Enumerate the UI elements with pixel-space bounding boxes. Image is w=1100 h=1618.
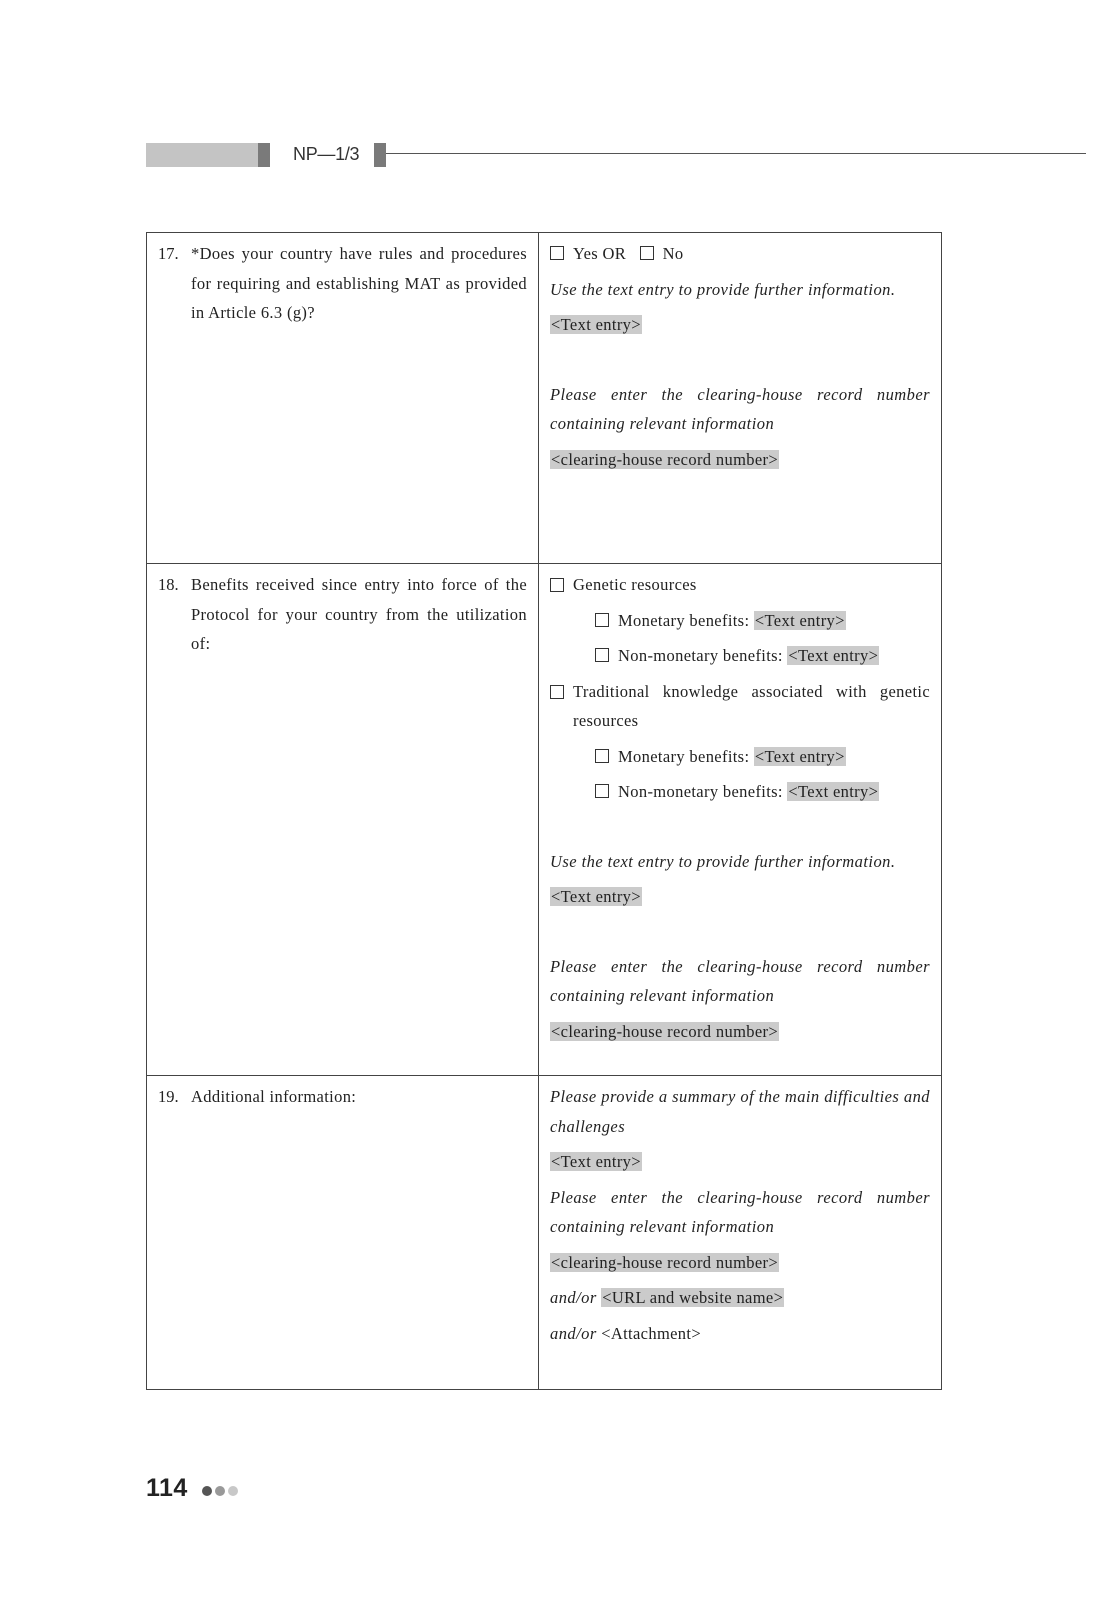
question-cell-18 (147, 564, 539, 1076)
dot-dark-icon (202, 1486, 212, 1496)
table-row-18 (147, 564, 942, 1076)
dot-medium-icon (215, 1486, 225, 1496)
yes-checkbox[interactable] (550, 246, 564, 260)
url-field[interactable]: <URL and website name> (602, 1288, 784, 1307)
table-row-17 (147, 233, 942, 564)
further-info-note: Use the text entry to provide further information. (550, 851, 896, 871)
yes-label: Yes OR (573, 244, 627, 263)
genetic-monetary-checkbox[interactable] (595, 613, 609, 627)
answer-cell-18 (539, 564, 942, 1076)
genetic-resources-checkbox[interactable] (550, 578, 564, 592)
table-row-19 (147, 1076, 942, 1390)
text-entry-field[interactable]: <Text entry> (551, 1152, 641, 1171)
genetic-nonmonetary-checkbox[interactable] (595, 648, 609, 662)
genetic-nonmonetary-entry[interactable]: <Text entry> (788, 646, 879, 665)
record-number-field[interactable]: <clearing-house record number> (551, 449, 779, 469)
question-number: 19. (158, 1087, 179, 1106)
traditional-knowledge-checkbox[interactable] (550, 685, 564, 699)
header-gray-bar (146, 143, 258, 167)
question-number: 18. (158, 575, 179, 594)
record-number-prompt: Please enter the clearing-house record number containing relevant information (550, 384, 930, 433)
and-or-label: and/or (550, 1288, 597, 1307)
question-text: Additional information: (191, 1087, 357, 1106)
genetic-monetary-label: Monetary benefits: (618, 610, 750, 630)
page-number: 114 (146, 1474, 188, 1502)
further-info-note: Use the text entry to provide further information. (550, 279, 896, 299)
no-label: No (662, 244, 684, 263)
tk-nonmonetary-entry[interactable]: <Text entry> (788, 782, 879, 801)
record-number-prompt: Please enter the clearing-house record number containing relevant information (550, 1187, 930, 1236)
header-marker-right (374, 143, 386, 167)
no-checkbox[interactable] (640, 246, 654, 260)
header-document-code: NP—1/3 (293, 144, 360, 164)
questionnaire-table (146, 232, 942, 1390)
header-rule (386, 153, 1086, 154)
header-marker (258, 143, 270, 167)
summary-prompt: Please provide a summary of the main difficulties and challenges (550, 1087, 930, 1136)
page-dots (202, 1486, 238, 1496)
and-or-label: and/or (550, 1323, 597, 1343)
traditional-knowledge-label: Traditional knowledge associated with genetic resources (573, 681, 930, 730)
tk-nonmonetary-label: Non-monetary benefits: (618, 782, 783, 801)
genetic-resources-label: Genetic resources (573, 575, 697, 594)
attachment-field[interactable]: <Attachment> (601, 1323, 701, 1343)
tk-monetary-label: Monetary benefits: (618, 746, 750, 766)
genetic-nonmonetary-label: Non-monetary benefits: (618, 646, 783, 665)
genetic-monetary-entry[interactable]: <Text entry> (754, 610, 845, 630)
question-cell-19 (147, 1076, 539, 1390)
answer-cell-19 (539, 1076, 942, 1390)
record-number-field[interactable]: <clearing-house record number> (551, 1021, 779, 1041)
question-text: Benefits received since entry into force of the Protocol for your country from the utilization of: (191, 575, 527, 653)
text-entry-field[interactable]: <Text entry> (551, 315, 641, 334)
tk-monetary-entry[interactable]: <Text entry> (754, 746, 845, 766)
dot-light-icon (228, 1486, 238, 1496)
text-entry-field[interactable]: <Text entry> (551, 887, 641, 906)
question-number: 17. (158, 244, 179, 263)
record-number-field[interactable]: <clearing-house record number> (551, 1252, 779, 1272)
tk-nonmonetary-checkbox[interactable] (595, 784, 609, 798)
tk-monetary-checkbox[interactable] (595, 749, 609, 763)
record-number-prompt: Please enter the clearing-house record number containing relevant information (550, 956, 930, 1005)
question-text: *Does your country have rules and procedures for requiring and establishing MAT as provided in Article 6.3 (g)? (191, 244, 527, 322)
question-cell-17 (147, 233, 539, 564)
answer-cell-17 (539, 233, 942, 564)
